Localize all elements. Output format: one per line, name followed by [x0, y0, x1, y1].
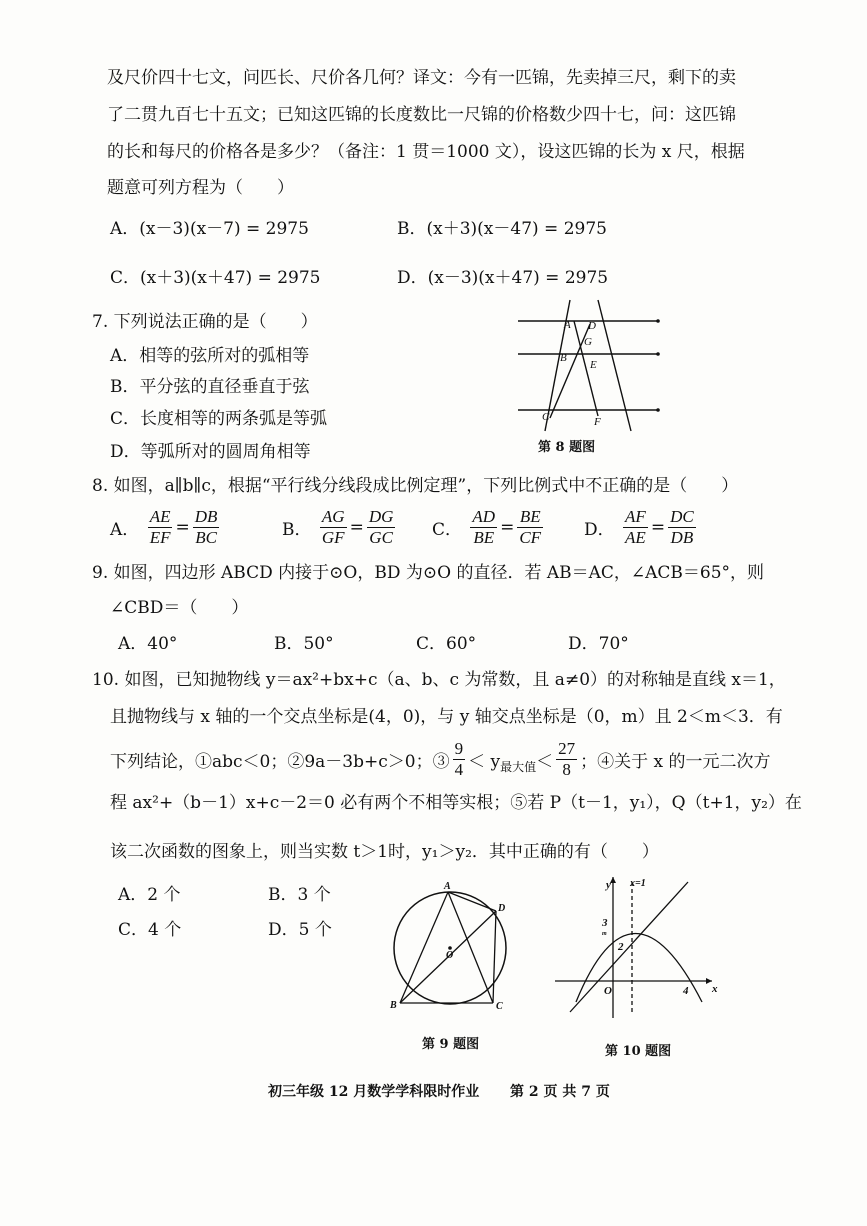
- q6-option-c: C．(x＋3)(x＋47) = 2975: [110, 268, 321, 288]
- q8-option-d-frac-right: $\frac{DC}{DB}$: [670, 507, 694, 547]
- q10-subscript-max: 最大值: [500, 760, 537, 774]
- footer-title: 初三年级 12 月数学学科限时作业: [268, 1084, 480, 1100]
- q9-option-c: C．60°: [416, 634, 477, 654]
- footer-page-number: 第 2 页 共 7 页: [510, 1084, 610, 1100]
- q10-line-3-suffix: ；④关于 x 的一元二次方: [580, 752, 771, 772]
- q8-option-a-frac-left: $\frac{AE}{EF}$: [149, 507, 171, 547]
- q8-option-d-label: D．: [584, 520, 615, 540]
- q10-figure-caption: 第 10 题图: [605, 1044, 672, 1059]
- q9-option-a: A．40°: [118, 634, 178, 654]
- q9-line-1: 9. 如图，四边形 ABCD 内接于⊙O，BD 为⊙O 的直径．若 AB＝AC，∠ACB＝65°，则: [92, 563, 765, 583]
- q10-line-5: 该二次函数的图象上，则当实数 t＞1时，y₁＞y₂．其中正确的有（ ）: [110, 842, 659, 862]
- q8-label-a: A: [564, 319, 571, 331]
- q10-option-c: C．4 个: [118, 920, 182, 940]
- q10-label-4: 4: [683, 985, 689, 997]
- q8-option-a-label: A．: [110, 520, 140, 540]
- q8-label-d: D: [588, 320, 596, 332]
- q8-option-c-label: C．: [432, 520, 463, 540]
- q8-option-d: D． $\frac{AF}{AE}$ = $\frac{DC}{DB}$: [584, 507, 694, 547]
- q6-option-a: A．(x－3)(x－7) = 2975: [110, 219, 309, 239]
- q6-line-1: 及尺价四十七文，问匹长、尺价各几何？译文：今有一匹锦，先卖掉三尺，剩下的卖: [107, 68, 736, 88]
- q8-label-e: E: [590, 359, 597, 371]
- q6-line-4: 题意可列方程为（ ）: [107, 178, 294, 198]
- q9-option-d: D．70°: [568, 634, 629, 654]
- q10-fraction-27-8: $\frac{27}{8}$: [558, 739, 576, 779]
- q10-label-2: 2: [618, 941, 624, 953]
- q8-option-c: C． $\frac{AD}{BE}$ = $\frac{BE}{CF}$: [432, 507, 542, 547]
- q7-option-a: A．相等的弦所对的弧相等: [110, 346, 310, 366]
- q6-line-3: 的长和每尺的价格各是多少？（备注：1 贯＝1000 文），设这匹锦的长为 x 尺，根据: [107, 142, 745, 162]
- q10-label-x: x: [712, 983, 718, 995]
- q8-label-c: C: [542, 411, 550, 423]
- q10-line-3: [110, 739, 771, 780]
- q10-ineq-2: ＜: [536, 752, 554, 772]
- q10-ineq-1: ＜ y: [468, 752, 501, 772]
- q6-option-d: D．(x－3)(x＋47) = 2975: [397, 268, 609, 288]
- q8-label-g: G: [584, 336, 592, 348]
- q10-option-a: A．2 个: [118, 885, 181, 905]
- q10-line-1: 10. 如图，已知抛物线 y＝ax²+bx+c（a、b、c 为常数，且 a≠0）的对称轴是直线 x＝1，: [92, 670, 786, 690]
- q9-label-o: O: [446, 950, 454, 961]
- q7-option-d: D．等弧所对的圆周角相等: [110, 442, 311, 462]
- q9-figure: [380, 878, 520, 1018]
- q10-label-origin: O: [604, 985, 612, 997]
- q8-figure: [510, 296, 670, 458]
- q8-option-b: B． $\frac{AG}{GF}$ = $\frac{DG}{GC}$: [282, 507, 394, 547]
- q8-option-c-frac-left: $\frac{AD}{BE}$: [472, 507, 496, 547]
- q10-label-3: 3: [602, 917, 608, 929]
- q8-figure-caption: 第 8 题图: [538, 440, 596, 455]
- q10-label-axis: x=1: [630, 878, 646, 889]
- q10-fraction-9-4: $\frac{9}{4}$: [454, 739, 464, 779]
- q10-line-4: 程 ax²+（b－1）x+c－2＝0 必有两个不相等实根；⑤若 P（t－1，y₁），Q（t+1，y₂）在: [110, 793, 802, 813]
- q10-line-3-prefix: 下列结论，①abc＜0；②9a－3b+c＞0；③: [110, 752, 450, 772]
- q10-label-y: y: [606, 879, 611, 891]
- q9-label-a: A: [444, 881, 451, 892]
- q10-line-2: 且抛物线与 x 轴的一个交点坐标是(4，0)，与 y 轴交点坐标是（0，m）且 2＜m＜3．有: [110, 707, 783, 727]
- q9-line-2: ∠CBD＝（ ）: [110, 598, 249, 618]
- q8-label-f: F: [594, 416, 601, 428]
- q6-line-2: 了二贯九百七十五文；已知这匹锦的长度数比一尺锦的价格数少四十七，问：这匹锦: [107, 105, 736, 125]
- q8-stem: 8. 如图，a∥b∥c，根据“平行线分线段成比例定理”，下列比例式中不正确的是（ ）: [92, 476, 739, 496]
- q10-figure: [550, 872, 725, 1022]
- q8-option-d-frac-left: $\frac{AF}{AE}$: [625, 507, 646, 547]
- q8-option-b-frac-right: $\frac{DG}{GC}$: [368, 507, 394, 547]
- q9-label-c: C: [496, 1001, 503, 1012]
- q9-label-b: B: [390, 1000, 397, 1011]
- q10-label-m: m: [602, 931, 607, 937]
- q9-option-b: B．50°: [274, 634, 334, 654]
- q8-option-b-label: B．: [282, 520, 312, 540]
- q7-stem: 7. 下列说法正确的是（ ）: [92, 312, 318, 332]
- q9-figure-caption: 第 9 题图: [422, 1037, 480, 1052]
- q10-option-b: B．3 个: [268, 885, 331, 905]
- q6-option-b: B．(x＋3)(x－47) = 2975: [397, 219, 607, 239]
- q8-option-c-frac-right: $\frac{BE}{CF}$: [519, 507, 542, 547]
- q8-label-b: B: [560, 352, 567, 364]
- q10-option-d: D．5 个: [268, 920, 332, 940]
- q8-option-b-frac-left: $\frac{AG}{GF}$: [321, 507, 345, 547]
- q7-option-c: C．长度相等的两条弧是等弧: [110, 409, 328, 429]
- q8-option-a-frac-right: $\frac{DB}{BC}$: [194, 507, 218, 547]
- q7-option-b: B．平分弦的直径垂直于弦: [110, 377, 310, 397]
- q8-option-a: A． $\frac{AE}{EF}$ = $\frac{DB}{BC}$: [110, 507, 218, 547]
- q9-label-d: D: [498, 903, 506, 914]
